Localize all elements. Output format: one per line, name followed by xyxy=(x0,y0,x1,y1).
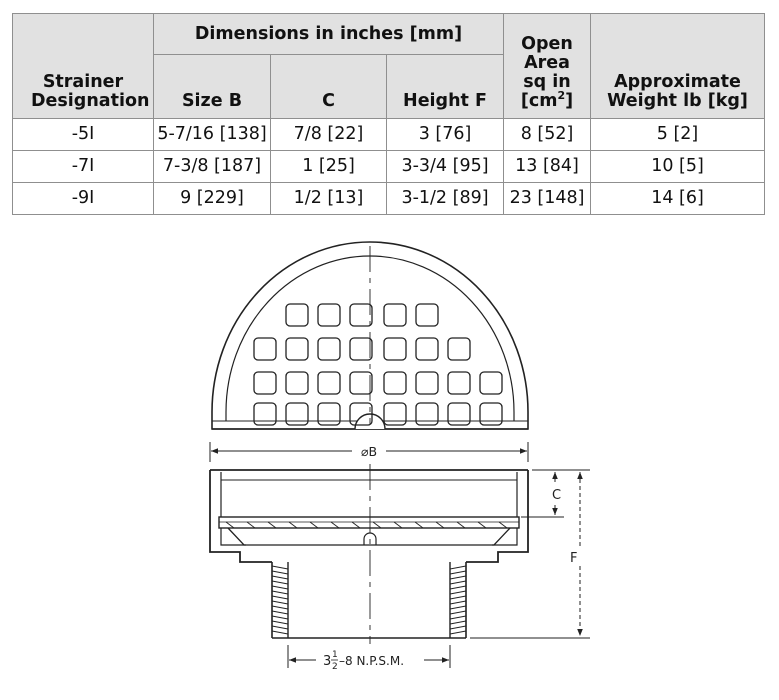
cell-weight: 5 [2] xyxy=(591,119,765,151)
header-open-area-line3: sq in xyxy=(523,72,571,92)
cell-size-b: 9 [229] xyxy=(154,183,271,215)
header-approximate-weight: Approximate Weight lb [kg] xyxy=(591,14,765,119)
header-strainer-designation: Strainer Designation xyxy=(13,14,154,119)
thread-label-spec: –8 N.P.S.M. xyxy=(339,654,405,668)
cell-height-f: 3 [76] xyxy=(387,119,504,151)
dimension-label-c: C xyxy=(552,488,562,503)
cell-size-b: 7-3/8 [187] xyxy=(154,151,271,183)
thread-label-denominator: 2 xyxy=(332,662,338,672)
cell-height-f: 3-1/2 [89] xyxy=(387,183,504,215)
cell-height-f: 3-3/4 [95] xyxy=(387,151,504,183)
cell-c: 1 [25] xyxy=(271,151,387,183)
dimension-lines xyxy=(210,442,590,668)
header-open-area-superscript: 2 xyxy=(557,89,566,103)
cell-designation: -9I xyxy=(13,183,154,215)
dimension-label-f: F xyxy=(570,551,578,566)
thread-label-numerator: 1 xyxy=(332,650,338,660)
header-open-area-line1: Open xyxy=(521,34,573,54)
cell-open-area: 8 [52] xyxy=(504,119,591,151)
cell-c: 7/8 [22] xyxy=(271,119,387,151)
cell-weight: 14 [6] xyxy=(591,183,765,215)
header-c: C xyxy=(271,55,387,119)
cell-size-b: 5-7/16 [138] xyxy=(154,119,271,151)
cell-c: 1/2 [13] xyxy=(271,183,387,215)
cell-open-area: 23 [148] xyxy=(504,183,591,215)
header-open-area-line4-post: ] xyxy=(565,91,574,111)
strainer-top-view xyxy=(212,242,528,429)
header-open-area-line4-pre: [cm xyxy=(520,91,558,111)
header-open-area-line2: Area xyxy=(524,53,570,73)
dimension-label-thread xyxy=(323,650,404,672)
header-height-f: Height F xyxy=(387,55,504,119)
cell-open-area: 13 [84] xyxy=(504,151,591,183)
header-size-b: Size B xyxy=(154,55,271,119)
cell-designation: -5I xyxy=(13,119,154,151)
cell-weight: 10 [5] xyxy=(591,151,765,183)
thread-label-whole: 3 xyxy=(323,654,332,669)
dimension-label-b: ⌀B xyxy=(360,444,378,459)
strainer-side-view xyxy=(210,464,528,644)
header-dimensions-group: Dimensions in inches [mm] xyxy=(154,14,504,55)
cell-designation: -7I xyxy=(13,151,154,183)
